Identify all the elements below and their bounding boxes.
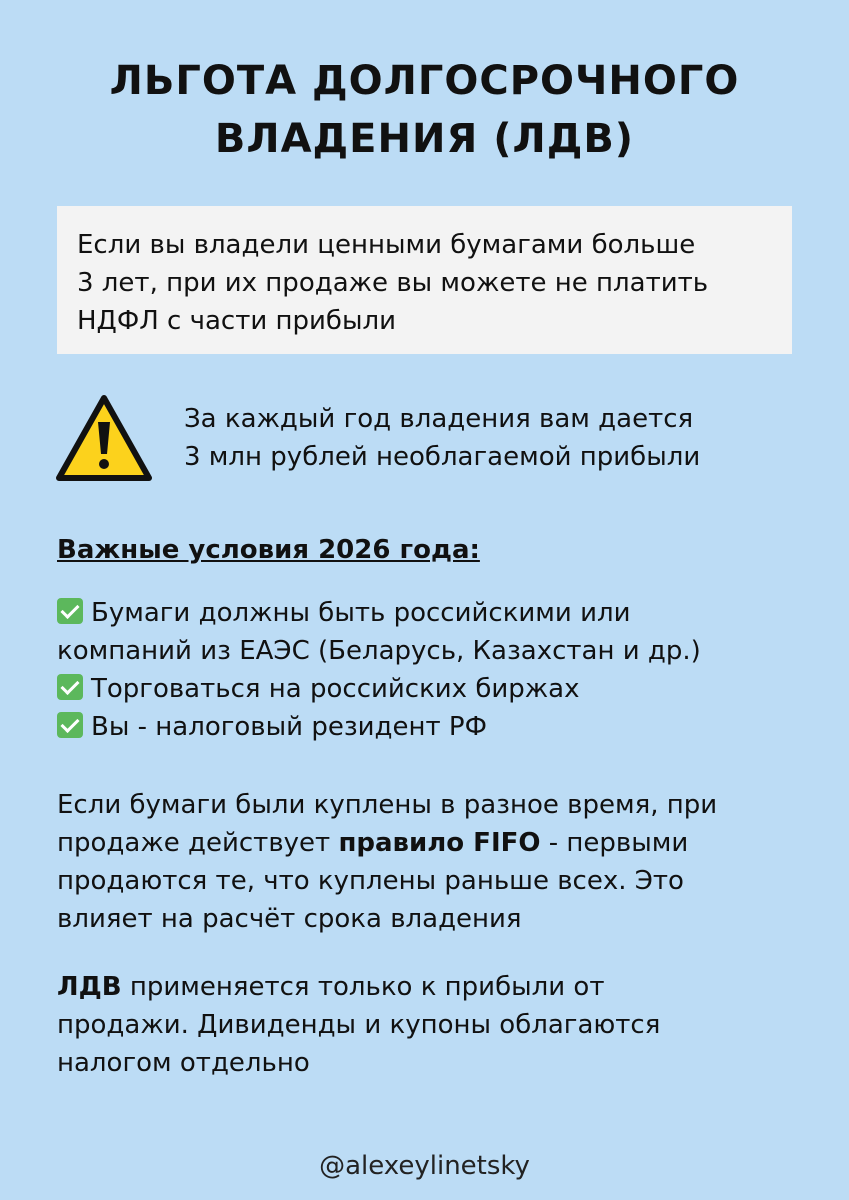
condition-3: Вы - налоговый резидент РФ — [91, 712, 487, 742]
warning-text — [184, 400, 700, 476]
fifo-rule-bold: правило FIFO — [338, 828, 541, 858]
list-item — [57, 670, 701, 708]
fifo-paragraph — [57, 786, 817, 938]
checkmark-icon — [57, 712, 83, 738]
list-item — [57, 594, 701, 632]
warning-triangle-icon — [56, 394, 152, 482]
ldv-line-3: налогом отдельно — [57, 1048, 310, 1078]
fifo-line-3: продаются те, что куплены раньше всех. Это — [57, 866, 684, 896]
fifo-line-1: Если бумаги были куплены в разное время, при — [57, 790, 718, 820]
ldv-line-2: продажи. Дивиденды и купоны облагаются — [57, 1010, 661, 1040]
checkmark-icon — [57, 598, 83, 624]
checkmark-icon — [57, 674, 83, 700]
conditions-list — [57, 594, 701, 746]
conditions-heading: Важные условия 2026 года: — [57, 535, 480, 565]
fifo-line-2 — [57, 824, 817, 862]
fifo-line-4: влияет на расчёт срока владения — [57, 904, 522, 934]
author-handle: @alexeylinetsky — [319, 1151, 530, 1181]
fifo-line-2-text: продаже действует — [57, 828, 339, 858]
fifo-line-2-tail: - первыми — [540, 828, 689, 858]
intro-line-2: 3 лет, при их продаже вы можете не платить — [77, 268, 709, 298]
title-line-2: ВЛАДЕНИЯ (ЛДВ) — [214, 116, 635, 162]
ldv-line-1 — [57, 968, 817, 1006]
warning-line-2: 3 млн рублей необлагаемой прибыли — [184, 442, 701, 472]
intro-box — [57, 206, 792, 354]
page-title — [0, 52, 849, 168]
ldv-line-1-text: применяется только к прибыли от — [121, 972, 605, 1002]
intro-line-1: Если вы владели ценными бумагами больше — [77, 230, 696, 260]
warning-line-1: За каждый год владения вам дается — [184, 404, 694, 434]
ldv-bold: ЛДВ — [57, 972, 122, 1002]
condition-1-line-1: Бумаги должны быть российскими или — [91, 598, 631, 628]
condition-2: Торговаться на российских биржах — [91, 674, 580, 704]
warning-callout — [56, 394, 816, 484]
title-line-1: ЛЬГОТА ДОЛГОСРОЧНОГО — [109, 58, 740, 104]
condition-1-line-2: компаний из ЕАЭС (Беларусь, Казахстан и др.) — [57, 636, 701, 666]
intro-line-3: НДФЛ с части прибыли — [77, 306, 396, 336]
list-item — [57, 708, 701, 746]
ldv-paragraph — [57, 968, 817, 1082]
